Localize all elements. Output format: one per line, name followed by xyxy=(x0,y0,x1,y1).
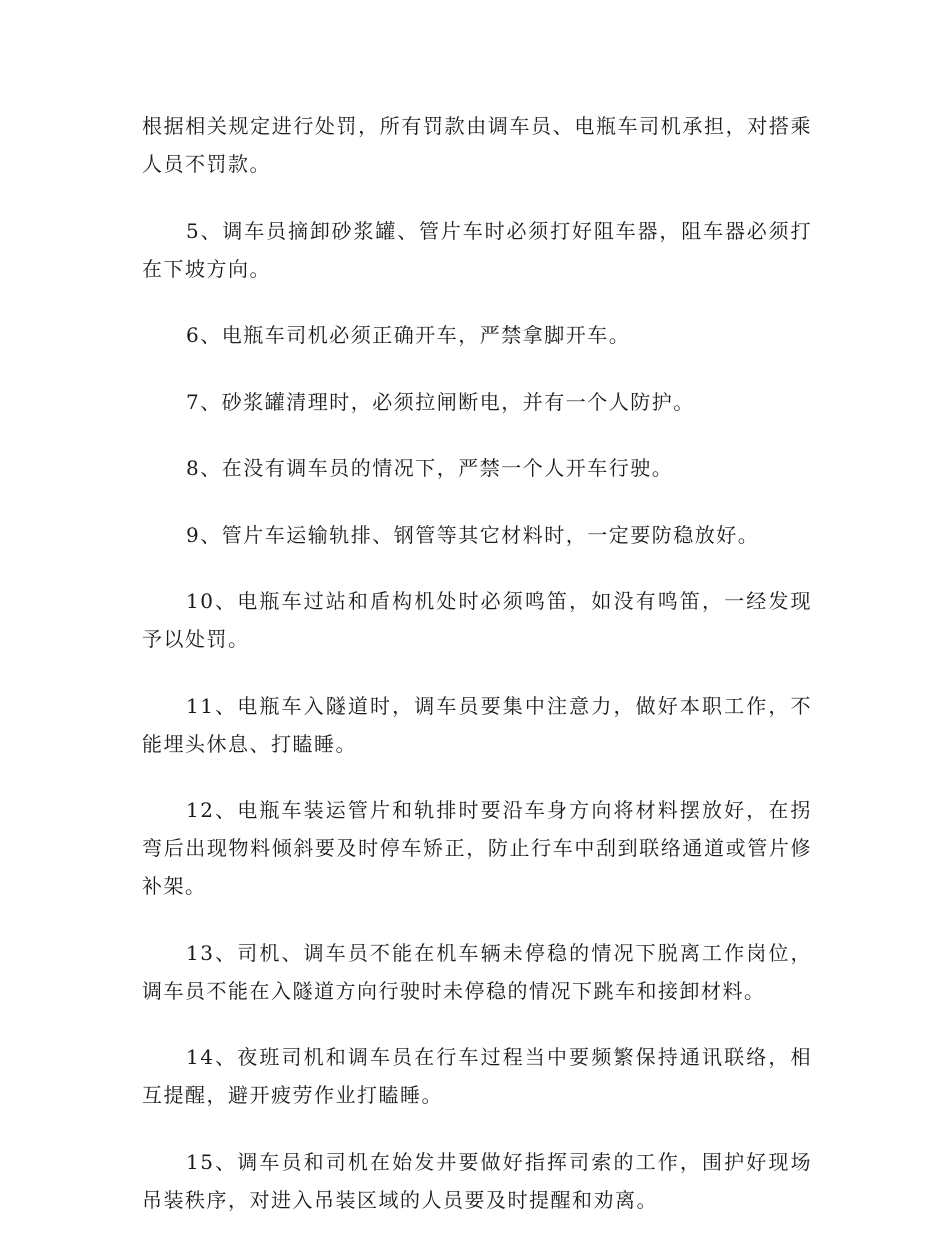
paragraph-item-12: 12、电瓶车装运管片和轨排时要沿车身方向将材料摆放好，在拐弯后出现物料倾斜要及时停车矫正，防止行车中刮到联络通道或管片修补架。 xyxy=(142,798,812,898)
paragraph-item-7: 7、砂浆罐清理时，必须拉闸断电，并有一个人防护。 xyxy=(186,389,695,414)
paragraph-item-5: 5、调车员摘卸砂浆罐、管片车时必须打好阻车器，阻车器必须打在下坡方向。 xyxy=(142,218,812,281)
paragraph-item-6: 6、电瓶车司机必须正确开车，严禁拿脚开车。 xyxy=(186,323,631,347)
paragraph-item-10: 10、电瓶车过站和盾构机处时必须鸣笛，如没有鸣笛，一经发现予以处罚。 xyxy=(142,589,812,651)
paragraph-item-14: 14、夜班司机和调车员在行车过程当中要频繁保持通讯联络，相互提醒，避开疲劳作业打瞌睡。 xyxy=(142,1045,812,1107)
document-body xyxy=(142,107,812,1247)
paragraph-item-9: 9、管片车运输轨排、钢管等其它材料时，一定要防稳放好。 xyxy=(186,522,760,547)
paragraph-item-11: 11、电瓶车入隧道时，调车员要集中注意力，做好本职工作，不能埋头休息、打瞌睡。 xyxy=(142,693,812,756)
paragraph-item-15: 15、调车员和司机在始发井要做好指挥司索的工作，围护好现场吊装秩序，对进入吊装区域的人员要及时提醒和劝离。 xyxy=(142,1149,812,1212)
paragraph-item-13: 13、司机、调车员不能在机车辆未停稳的情况下脱离工作岗位，调车员不能在入隧道方向行驶时未停稳的情况下跳车和接卸材料。 xyxy=(142,940,812,1003)
paragraph-item-8: 8、在没有调车员的情况下，严禁一个人开车行驶。 xyxy=(186,456,674,480)
paragraph-continuation: 根据相关规定进行处罚，所有罚款由调车员、电瓶车司机承担，对搭乘人员不罚款。 xyxy=(142,114,812,176)
